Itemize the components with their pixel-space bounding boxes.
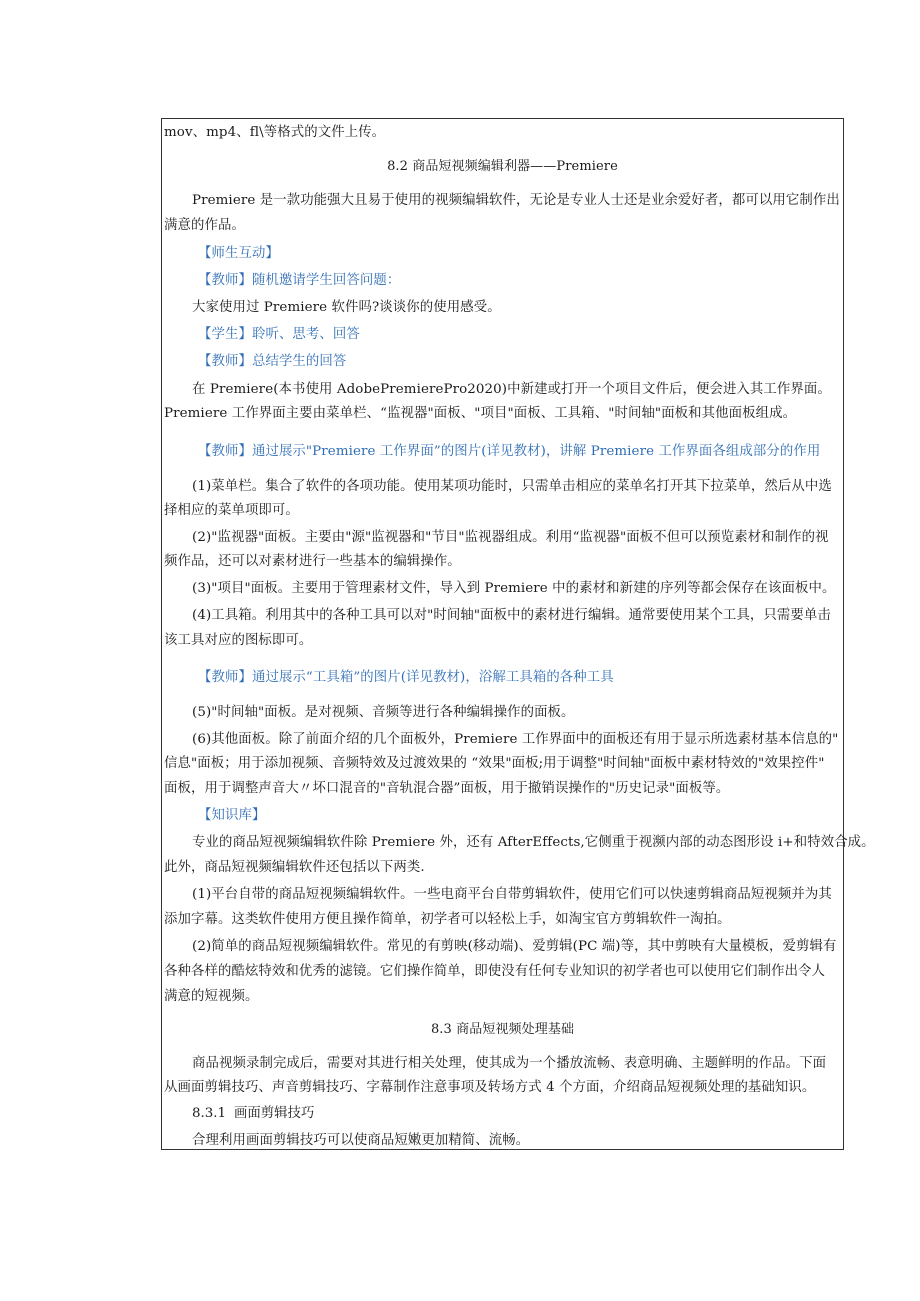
teacher-toolbox: 【教师】通过展示“工具箱”的图片(详见教材)，浴解工具箱的各种工具	[198, 670, 614, 685]
project-panel-line: (3)"项目"面板。主要用于管理素材文件，导入到 Premiere 中的素材和新建的序列等都会保存在该面板中。	[192, 581, 836, 596]
other-panels-line-1: (6)其他面板。除了前面介绍的几个面板外，Premiere 工作界面中的面板还有用于显示所选素材基本信息的"	[192, 732, 839, 747]
teacher-summary: 【教师】总结学生的回答	[198, 354, 347, 369]
workspace-intro-line-1: 在 Premiere(本书使用 AdobePremierePro2020)中新建或打开一个项目文件后，便会进入其工作界面。	[192, 382, 831, 397]
subsection-8-3-1-heading	[192, 1105, 314, 1123]
premiere-intro-line-2: 满意的作品。	[164, 218, 245, 233]
other-panels-line-2: 信息"面板；用于添加视频、音频特效及过渡效果的 “效果"面板;用于调整"时间轴"面板中素材特效的"效果控件"	[164, 756, 825, 771]
simple-software-line-2: 各种各样的酷炫特效和优秀的滤镜。它们操作简单，即使没有任何专业知识的初学者也可以使用它们制作出令人	[164, 964, 826, 979]
simple-software-line-1: (2)简单的商品短视频编辑软件。常见的有剪映(移动端)、爱剪辑(PC 端)等，其中剪映有大量模板，爱剪辑有	[192, 939, 837, 954]
section-8-3-intro-line-2: 从画面剪辑技巧、声音剪辑技巧、字幕制作注意事项及转场方式 4 个方面，介绍商品短视频处理的基础知识。	[164, 1080, 816, 1095]
question-text: 大家使用过 Premiere 软件吗?谈谈你的使用感受。	[192, 300, 501, 315]
menu-bar-line-1: (1)菜单栏。集合了软件的各项功能。使用某项功能时，只需单击相应的菜单名打开其下拉菜单，然后从中选	[192, 479, 832, 494]
subsection-number: 8.3.1	[192, 1106, 227, 1121]
subsection-title: 画面剪辑技巧	[234, 1106, 315, 1121]
monitor-panel-line-1: (2)"监视器"面板。主要由"源"监视器和"节目"监视器组成。利用“监视器"面板不但可以预览素材和制作的视	[192, 530, 829, 545]
knowledge-label: 【知识库】	[198, 808, 266, 823]
monitor-panel-line-2: 频作品，还可以对素材进行一些基本的编辑操作。	[164, 554, 461, 569]
section-8-3-title: 8.3 商品短视频处理基础	[430, 1022, 575, 1037]
menu-bar-line-2: 择相应的菜单项即可。	[164, 503, 299, 518]
student-respond: 【学生】聆听、思考、回答	[198, 327, 360, 342]
premiere-intro-line-1: Premiere 是一款功能强大且易于使用的视频编辑软件，无论是专业人士还是业余爱好者，都可以用它制作出	[192, 193, 840, 208]
section-8-3-intro-line-1: 商品视频录制完成后，需要对其进行相关处理，使其成为一个播放流畅、表意明确、主题鲜明的作品。下面	[192, 1056, 827, 1071]
teacher-ask: 【教师】随机邀请学生回答问题：	[198, 273, 401, 288]
toolbox-line-2: 该工具对应的图标即可。	[164, 633, 313, 648]
section-8-2-title: 8.2 商品短视频编辑利器——Premiere	[387, 159, 618, 174]
subsection-8-3-1-text: 合理利用画面剪辑技巧可以使商品短嫩更加精简、流畅。	[192, 1133, 530, 1148]
teacher-workspace: 【教师】通过展示"Premiere 工作界面”的图片(详见教材)，讲解 Premiere 工作界面各组成部分的作用	[198, 444, 821, 459]
intro-line: mov、mp4、fl\等格式的文件上传。	[164, 125, 386, 140]
knowledge-intro-line-2: 此外，商品短视频编辑软件还包括以下两类.	[164, 860, 425, 875]
timeline-panel-line: (5)"时间轴"面板。是对视频、音频等进行各种编辑操作的面板。	[192, 705, 575, 720]
toolbox-line-1: (4)工具箱。利用其中的各种工具可以对"时间轴"面板中的素材进行编辑。通常要使用某个工具，只需要单击	[192, 608, 831, 623]
interaction-label: 【师生互动】	[198, 246, 279, 261]
platform-software-line-2: 添加字幕。这类软件使用方便且操作简单，初学者可以轻松上手，如淘宝官方剪辑软件一淘拍。	[164, 912, 731, 927]
workspace-intro-line-2: Premiere 工作界面主要由菜单栏、“监视器"面板、"项目"面板、工具箱、"时间轴"面板和其他面板组成。	[164, 406, 797, 421]
platform-software-line-1: (1)平台自带的商品短视频编辑软件。一些电商平台自带剪辑软件，使用它们可以快速剪辑商品短视频并为其	[192, 887, 832, 902]
knowledge-intro-line-1: 专业的商品短视频编辑软件除 Premiere 外，还有 AfterEffects,它侧重于视濒内部的动态图形设 i+和特效合成。	[192, 835, 875, 850]
other-panels-line-3: 面板，用于调整声音大〃坏口混音的"音轨混合器”面板，用于撤销误操作的"历史记录"面板等。	[164, 781, 730, 796]
simple-software-line-3: 满意的短视频。	[164, 989, 259, 1004]
